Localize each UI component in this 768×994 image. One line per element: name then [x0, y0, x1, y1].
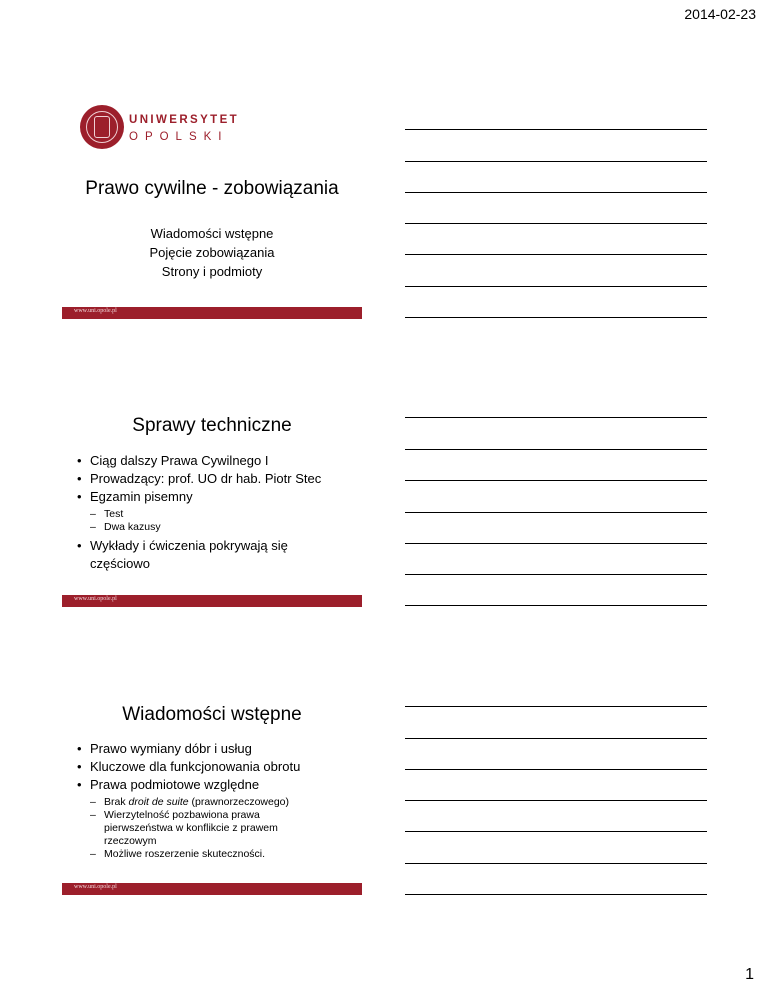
page-number: 1	[745, 966, 754, 983]
subtitle-1: Wiadomości wstępne	[150, 226, 274, 241]
subtitle-2: Pojęcie zobowiązania	[149, 245, 275, 260]
slide2-title: Sprawy techniczne	[132, 415, 292, 436]
sub-bullet-item: – Dwa kazusy	[90, 521, 362, 534]
bullet-item: • Wykłady i ćwiczenia pokrywają się częściowo	[72, 537, 362, 573]
bullet-item: • Prawa podmiotowe względne – Brak droit de suite (prawnorzeczowego) – Wierzytelność pozbawiona prawa pierwszeństwa w konflikcie z prawem rzeczowym – Możliwe roszerzenie skuteczności.	[72, 776, 362, 861]
bullet-item: • Ciąg dalszy Prawa Cywilnego I	[72, 452, 362, 470]
brand-name-line2: OPOLSKI	[129, 131, 229, 143]
slide1-footer-bar	[62, 307, 362, 319]
footer-url: www.uni.opole.pl	[74, 596, 117, 602]
university-seal-icon	[80, 105, 124, 149]
footer-url: www.uni.opole.pl	[74, 308, 117, 314]
slide1-subtitles	[62, 224, 362, 281]
slide2-content	[72, 452, 362, 573]
footer-url: www.uni.opole.pl	[74, 884, 117, 890]
bullet-item: • Prowadzący: prof. UO dr hab. Piotr Stec	[72, 470, 362, 488]
bullet-item: • Kluczowe dla funkcjonowania obrotu	[72, 758, 362, 776]
slide3-footer-bar	[62, 883, 362, 895]
print-date: 2014-02-23	[684, 6, 756, 22]
brand-name-line1: UNIWERSYTET	[129, 114, 240, 126]
sub-bullet-item: – Wierzytelność pozbawiona prawa pierwszeństwa w konflikcie z prawem rzeczowym	[90, 809, 362, 848]
sub-bullet-item: – Test	[90, 508, 362, 521]
bullet-item: • Prawo wymiany dóbr i usług	[72, 740, 362, 758]
sub-bullet-item: – Możliwe roszerzenie skuteczności.	[90, 848, 362, 861]
slide1-title: Prawo cywilne - zobowiązania	[85, 178, 339, 199]
slide2-footer-bar	[62, 595, 362, 607]
sub-bullet-item: – Brak droit de suite (prawnorzeczowego)	[90, 796, 362, 809]
slide3-content	[72, 740, 362, 861]
slide3-title: Wiadomości wstępne	[122, 704, 302, 725]
subtitle-3: Strony i podmioty	[161, 264, 263, 279]
bullet-item: • Egzamin pisemny – Test – Dwa kazusy	[72, 488, 362, 534]
